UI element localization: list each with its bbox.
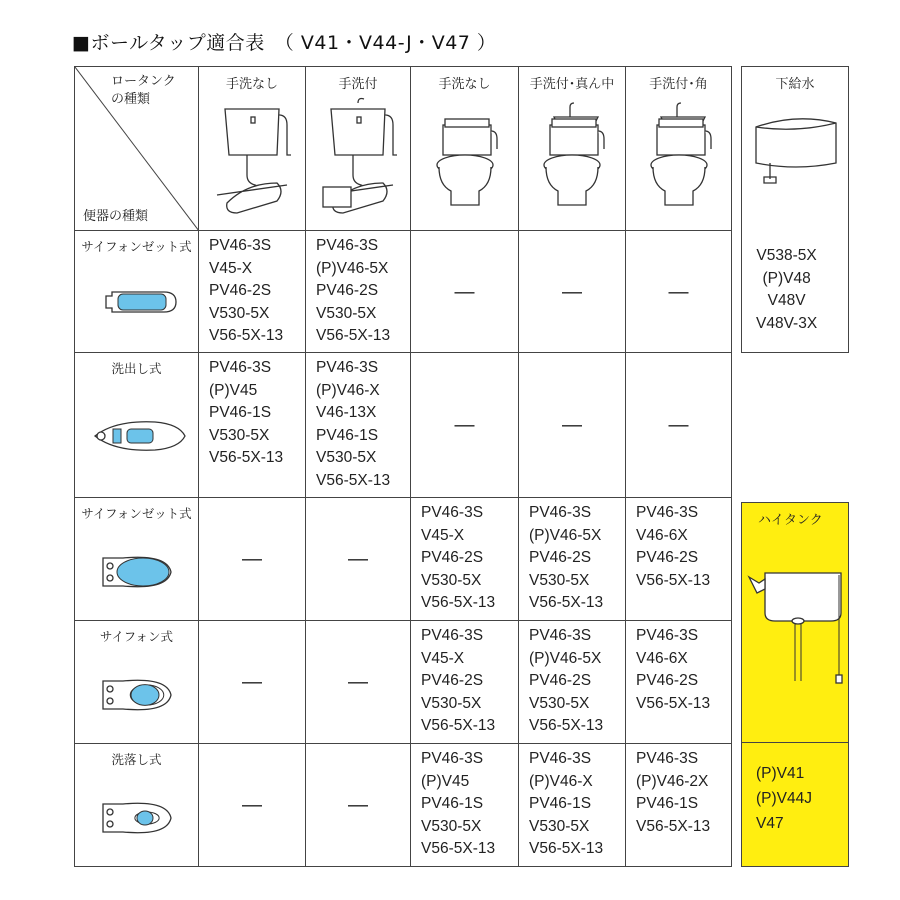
model-number: PV46-2S (636, 672, 699, 689)
model-cell (625, 497, 732, 621)
not-applicable-dash: — (242, 670, 262, 693)
model-cell (410, 743, 519, 867)
model-cell (410, 620, 519, 744)
model-number: PV46-3S (316, 237, 379, 254)
model-number: PV46-3S (529, 504, 592, 521)
model-cell (625, 352, 732, 498)
model-number: PV46-3S (421, 627, 484, 644)
model-number: V56-5X-13 (209, 327, 284, 344)
model-number: V48V-3X (756, 314, 818, 332)
model-number: V530-5X (316, 449, 377, 466)
model-number: V530-5X (316, 304, 377, 322)
model-number: V45-X (421, 649, 465, 667)
model-number: V530-5X (529, 571, 590, 589)
model-number: V530-5X (529, 694, 590, 712)
model-number: V56-5X-13 (316, 471, 391, 489)
model-cell (410, 352, 519, 498)
model-cell (305, 620, 411, 744)
corner-top-label: ロータンク の種類 (111, 74, 176, 107)
model-number: PV46-1S (529, 795, 592, 812)
model-number: V530-5X (209, 426, 270, 444)
model-number: PV46-2S (636, 549, 699, 566)
not-applicable-dash: — (668, 280, 689, 303)
bottom-supply-label: 下給水 (775, 77, 815, 92)
model-cell (625, 620, 732, 744)
model-number: V56-5X-13 (209, 449, 284, 466)
model-number: V56-5X-13 (316, 327, 391, 344)
model-number: V530-5X (421, 817, 482, 835)
model-number: PV46-2S (316, 282, 379, 299)
model-number: (P)V44J (756, 790, 812, 807)
model-number: PV46-3S (636, 627, 699, 644)
model-number: PV46-2S (421, 549, 484, 566)
column-header-cell (410, 66, 519, 231)
toilet-bowl-top-view-icon (97, 550, 177, 598)
model-cell (305, 230, 411, 353)
model-number: V56-5X-13 (421, 840, 496, 857)
model-number: (P)V41 (756, 765, 805, 782)
model-number: PV46-3S (316, 359, 379, 376)
model-cell (198, 497, 306, 621)
model-number: V56-5X-13 (421, 717, 496, 734)
column-header-cell (625, 66, 732, 231)
corner-bottom-label: 便器の種類 (83, 209, 149, 224)
model-number: V46-6X (636, 526, 688, 544)
high-tank-illustration (745, 563, 845, 697)
model-number: (P)V45 (421, 772, 470, 790)
not-applicable-dash: — (454, 280, 475, 303)
row-header-cell (74, 352, 199, 498)
not-applicable-dash: — (562, 280, 582, 303)
row-label: サイフォン式 (99, 629, 174, 644)
model-number: V45-X (209, 259, 253, 277)
model-cell (625, 230, 732, 353)
model-cell (198, 230, 306, 353)
model-number: V56-5X-13 (636, 694, 711, 712)
model-number: V530-5X (209, 304, 270, 322)
squat-toilet-illustration (313, 95, 403, 219)
model-number: PV46-1S (421, 795, 484, 812)
high-tank-label: ハイタンク (758, 513, 823, 528)
model-number: PV46-2S (209, 282, 272, 299)
bottom-supply-tank-illustration (750, 107, 840, 211)
model-number: V56-5X-13 (529, 840, 604, 857)
not-applicable-dash: — (454, 413, 475, 436)
model-number: V530-5X (421, 571, 482, 589)
model-cell (305, 497, 411, 621)
model-number: PV46-3S (421, 504, 484, 521)
model-cell (198, 743, 306, 867)
model-cell (518, 230, 626, 353)
column-header-label: 手洗付･真ん中 (529, 77, 615, 92)
toilet-bowl-top-view-icon (97, 796, 177, 844)
row-label: 洗落し式 (111, 752, 162, 767)
row-header-cell (74, 497, 199, 621)
model-number: V45-X (421, 526, 465, 544)
model-number: V56-5X-13 (636, 817, 711, 835)
model-cell (410, 497, 519, 621)
squat-toilet-illustration (207, 95, 297, 219)
model-number: V530-5X (421, 694, 482, 712)
model-cell (518, 497, 626, 621)
row-header-cell (74, 743, 199, 867)
not-applicable-dash: — (668, 413, 689, 436)
not-applicable-dash: — (562, 413, 582, 436)
toilet-bowl-top-view-icon (97, 673, 177, 721)
model-number: PV46-3S (636, 504, 699, 521)
corner-header-cell (74, 66, 199, 231)
model-number: (P)V46-5X (316, 259, 389, 277)
model-cell (518, 743, 626, 867)
row-header-cell (74, 620, 199, 744)
model-cell (305, 743, 411, 867)
model-number: PV46-3S (529, 627, 592, 644)
model-number: V46-13X (316, 404, 377, 421)
model-number: PV46-2S (529, 549, 592, 566)
model-number: V538-5X (756, 247, 817, 264)
model-cell (518, 352, 626, 498)
toilet-bowl-top-view-icon (87, 416, 187, 460)
model-number: (P)V46-5X (529, 649, 602, 667)
model-number: V48V (767, 292, 806, 309)
model-number: (P)V46-X (316, 381, 380, 399)
model-number: (P)V46-5X (529, 526, 602, 544)
model-cell (305, 352, 411, 498)
model-number: V56-5X-13 (421, 594, 496, 611)
model-number: PV46-3S (209, 237, 272, 254)
bottom-supply-panel (741, 66, 849, 353)
model-number: V47 (756, 815, 784, 832)
model-number: V56-5X-13 (529, 717, 604, 734)
model-number: (P)V46-2X (636, 772, 709, 790)
model-number: V56-5X-13 (636, 571, 711, 589)
column-header-cell (305, 66, 411, 231)
row-label: サイフォンゼット式 (81, 506, 192, 521)
model-number: (P)V46-X (529, 772, 593, 790)
model-number: PV46-2S (529, 672, 592, 689)
row-header-cell (74, 230, 199, 353)
not-applicable-dash: — (242, 547, 262, 570)
model-number: PV46-3S (209, 359, 272, 376)
western-toilet-illustration (532, 95, 612, 219)
toilet-bowl-top-view-icon (92, 282, 182, 326)
model-number: V56-5X-13 (529, 594, 604, 611)
model-number: PV46-3S (636, 750, 699, 767)
western-toilet-illustration (425, 95, 505, 219)
model-number: PV46-1S (316, 426, 379, 444)
not-applicable-dash: — (348, 547, 368, 570)
model-number: PV46-3S (421, 750, 484, 767)
model-cell (198, 352, 306, 498)
not-applicable-dash: — (242, 793, 262, 816)
row-label: 洗出し式 (111, 361, 162, 376)
model-number: PV46-3S (529, 750, 592, 767)
bottom-supply-models (742, 241, 817, 335)
model-number: PV46-1S (209, 404, 272, 421)
high-tank-models-panel (741, 742, 849, 867)
column-header-label: 手洗付 (338, 77, 378, 92)
model-number: PV46-2S (421, 672, 484, 689)
model-number: (P)V45 (209, 381, 258, 399)
model-number: (P)V48 (762, 269, 811, 287)
not-applicable-dash: — (348, 670, 368, 693)
column-header-cell (518, 66, 626, 231)
not-applicable-dash: — (348, 793, 368, 816)
western-toilet-illustration (639, 95, 719, 219)
model-number: V46-6X (636, 649, 688, 667)
column-header-label: 手洗なし (225, 77, 278, 92)
column-header-label: 手洗なし (438, 77, 491, 92)
model-cell (625, 743, 732, 867)
column-header-cell (198, 66, 306, 231)
model-number: V530-5X (529, 817, 590, 835)
model-number: PV46-1S (636, 795, 699, 812)
high-tank-panel (741, 502, 849, 743)
model-cell (518, 620, 626, 744)
model-cell (198, 620, 306, 744)
column-header-label: 手洗付･角 (649, 77, 708, 92)
row-label: サイフォンゼット式 (81, 239, 192, 254)
page-title: ■ボールタップ適合表 （ V41・V44-J・V47 ） (72, 32, 497, 54)
model-cell (410, 230, 519, 353)
